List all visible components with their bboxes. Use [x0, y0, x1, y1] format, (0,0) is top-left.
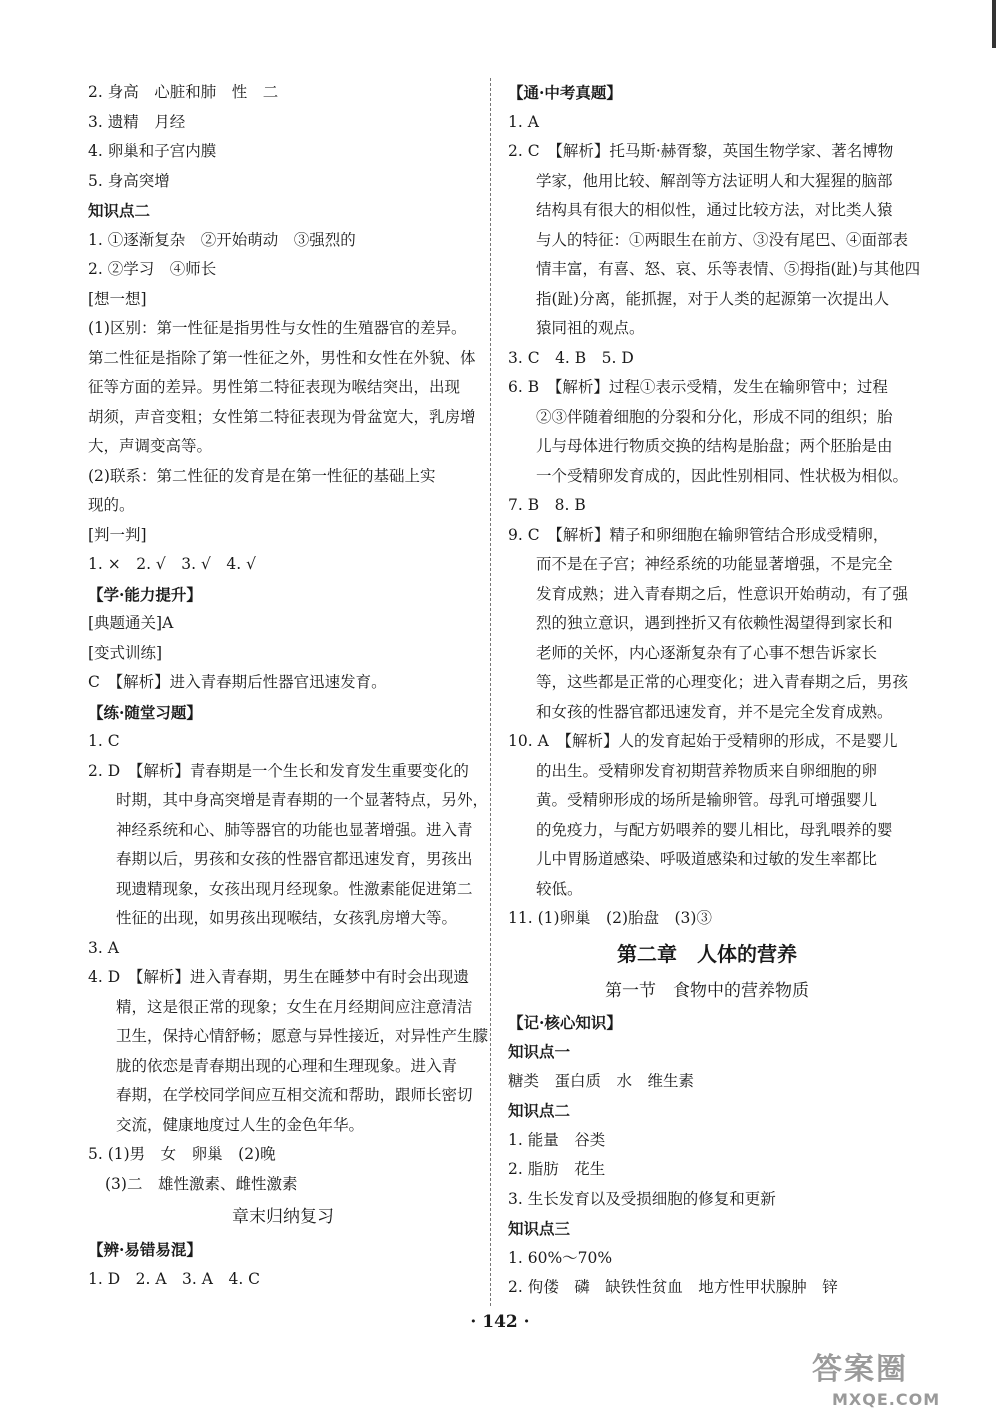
left-column-line: 【练·随堂习题】 — [88, 702, 202, 722]
left-column-line: 胧的依恋是青春期出现的心理和生理现象。进入青 — [116, 1056, 458, 1075]
left-column-line: 4. D 【解析】进入青春期，男生在睡梦中有时会出现遗 — [88, 968, 469, 986]
right-column-line: 第一节 食物中的营养物质 — [605, 980, 809, 1001]
right-column-line: 1. 60%～70% — [508, 1248, 613, 1267]
left-column-line: 胡须，声音变粗；女性第二特征表现为骨盆宽大，乳房增 — [88, 407, 476, 426]
right-column-line: 2. 佝偻 磷 缺铁性贫血 地方性甲状腺肿 锌 — [508, 1278, 838, 1296]
right-column-line: 2. 脂肪 花生 — [508, 1160, 606, 1178]
left-column-line: 1. ①逐渐复杂 ②开始萌动 ③强烈的 — [88, 230, 356, 249]
right-column-line: 情丰富，有喜、怒、哀、乐等表情、⑤拇指(趾)与其他四 — [536, 260, 921, 278]
right-column-line: 等，这些都是正常的心理变化；进入青春期之后，男孩 — [536, 673, 909, 691]
right-column-line: 知识点一 — [508, 1042, 571, 1061]
right-column-line: 2. C 【解析】托马斯·赫胥黎，英国生物学家、著名博物 — [508, 142, 894, 160]
right-column-line: 第二章 人体的营养 — [617, 941, 797, 966]
right-column-line: 烈的独立意识，遇到挫折又有依赖性渴望得到家长和 — [536, 614, 893, 632]
left-column-line: 现的。 — [88, 496, 135, 514]
watermark-sub-text: MXQE.COM — [832, 1390, 941, 1409]
left-column-line: 【学·能力提升】 — [88, 584, 202, 604]
left-column-line: 3. A — [88, 938, 119, 957]
right-column-line: 结构具有很大的相似性，通过比较方法，对比类人猿 — [536, 201, 893, 219]
right-column-line: 学家，他用比较、解剖等方法证明人和大猩猩的脑部 — [536, 171, 893, 190]
right-column-line: 6. B 【解析】过程①表示受精，发生在输卵管中；过程 — [508, 378, 888, 396]
right-column-line: 黄。受精卵形成的场所是输卵管。母乳可增强婴儿 — [536, 791, 878, 809]
left-column-line: 卫生，保持心情舒畅；愿意与异性接近，对异性产生朦 — [116, 1027, 489, 1045]
left-column-line: 春期以后，男孩和女孩的性器官都迅速发育，男孩出 — [116, 850, 473, 868]
right-column-line: 指(趾)分离，能抓握，对于人类的起源第一次提出人 — [536, 289, 890, 308]
right-column-line: 发育成熟；进入青春期之后，性意识开始萌动，有了强 — [536, 584, 909, 603]
right-column-line: ②③伴随着细胞的分裂和分化，形成不同的组织；胎 — [536, 407, 893, 426]
left-column-line: 1. × 2. √ 3. √ 4. √ — [88, 555, 256, 573]
right-column — [508, 78, 921, 1303]
watermark-main-text: 答案圈 — [812, 1352, 908, 1387]
page-number: · 142 · — [470, 1312, 530, 1332]
right-column-line: 1. 能量 谷类 — [508, 1130, 606, 1149]
left-column-line: 4. 卵巢和子宫内膜 — [88, 142, 217, 160]
left-column-line: 1. C — [88, 732, 120, 750]
right-column-line: 【记·核心知识】 — [508, 1012, 622, 1032]
column-divider — [490, 78, 491, 1306]
right-column-line: 猿同祖的观点。 — [536, 319, 645, 337]
left-column-line: [判一判] — [88, 525, 147, 544]
left-column-line: 春期，在学校同学间应互相交流和帮助，跟师长密切 — [116, 1086, 473, 1104]
right-column-line: 9. C 【解析】精子和卵细胞在输卵管结合形成受精卵， — [508, 525, 889, 544]
right-column-line: 儿中胃肠道感染、呼吸道感染和过敏的发生率都比 — [536, 850, 878, 868]
right-column-line: 一个受精卵发育成的，因此性别相同、性状极为相似。 — [536, 466, 909, 485]
left-column-line: 时期，其中身高突增是青春期的一个显著特点，另外， — [116, 791, 489, 809]
right-column-line: 和女孩的性器官都迅速发育，并不是完全发育成熟。 — [536, 702, 893, 721]
left-column-line: 神经系统和心、肺等器官的功能也显著增强。进入青 — [116, 820, 473, 839]
right-column-line: 儿与母体进行物质交换的结构是胎盘；两个胚胎是由 — [536, 437, 893, 455]
left-column-line: 5. (1)男 女 卵巢 (2)晚 — [88, 1145, 276, 1163]
right-column-line: 较低。 — [536, 879, 583, 898]
left-column-line: 精，这是很正常的现象；女生在月经期间应注意清洁 — [116, 997, 473, 1016]
left-column-line: 【辨·易错易混】 — [88, 1240, 202, 1259]
left-column-line: 2. 身高 心脏和肺 性 二 — [88, 83, 279, 101]
right-column-line: 3. 生长发育以及受损细胞的修复和更新 — [508, 1189, 776, 1208]
right-column-line: 而不是在子宫；神经系统的功能显著增强，不是完全 — [536, 555, 893, 573]
right-column-line: 【通·中考真题】 — [508, 83, 622, 102]
left-column-line: 知识点二 — [88, 201, 151, 220]
right-column-line: 的免疫力，与配方奶喂养的婴儿相比，母乳喂养的婴 — [536, 820, 893, 839]
left-column-line: [想一想] — [88, 289, 147, 308]
left-column-line: 征等方面的差异。男性第二特征表现为喉结突出，出现 — [88, 378, 461, 396]
right-column-line: 7. B 8. B — [508, 496, 586, 514]
right-column-line: 与人的特征：①两眼生在前方、③没有尾巴、④面部表 — [536, 230, 909, 249]
right-column-line: 知识点三 — [508, 1219, 571, 1238]
left-column-line: (3)二 雄性激素、雌性激素 — [105, 1174, 298, 1193]
left-column-line: C 【解析】进入青春期后性器官迅速发育。 — [88, 673, 387, 691]
left-column-line: 1. D 2. A 3. A 4. C — [88, 1269, 261, 1288]
right-column-line: 知识点二 — [508, 1101, 571, 1120]
left-column-line: 2. ②学习 ④师长 — [88, 260, 217, 278]
left-column-line: [变式训练] — [88, 643, 163, 662]
left-column-line: 第二性征是指除了第一性征之外，男性和女性在外貌、体 — [88, 348, 476, 367]
right-column-line: 1. A — [508, 112, 539, 131]
left-column-line: 性征的出现，如男孩出现喉结，女孩乳房增大等。 — [116, 909, 458, 927]
watermark-logo — [812, 1350, 988, 1416]
left-column-line: [典题通关]A — [88, 614, 174, 632]
left-column-line: 3. 遗精 月经 — [88, 112, 186, 131]
right-column-line: 老师的关怀，内心逐渐复杂有了心事不想告诉家长 — [536, 643, 878, 662]
right-column-line: 糖类 蛋白质 水 维生素 — [508, 1071, 695, 1090]
left-column — [88, 78, 489, 1294]
right-column-line: 的出生。受精卵发育初期营养物质来自卵细胞的卵 — [536, 761, 878, 780]
right-column-line: 11. (1)卵巢 (2)胎盘 (3)③ — [508, 909, 712, 927]
page-edge-mark — [992, 0, 996, 48]
left-column-line: 交流，健康地度过人生的金色年华。 — [116, 1115, 365, 1134]
left-column-line: 现遗精现象，女孩出现月经现象。性激素能促进第二 — [116, 879, 473, 898]
left-column-line: (1)区别：第一性征是指男性与女性的生殖器官的差异。 — [88, 319, 467, 337]
right-column-line: 3. C 4. B 5. D — [508, 348, 634, 367]
left-column-line: 章末归纳复习 — [232, 1207, 334, 1227]
left-column-line: (2)联系：第二性征的发育是在第一性征的基础上实 — [88, 466, 436, 485]
left-column-line: 大，声调变高等。 — [88, 437, 213, 455]
right-column-line: 10. A 【解析】人的发育起始于受精卵的形成，不是婴儿 — [508, 732, 898, 750]
left-column-line: 5. 身高突增 — [88, 171, 170, 190]
left-column-line: 2. D 【解析】青春期是一个生长和发育发生重要变化的 — [88, 761, 469, 780]
